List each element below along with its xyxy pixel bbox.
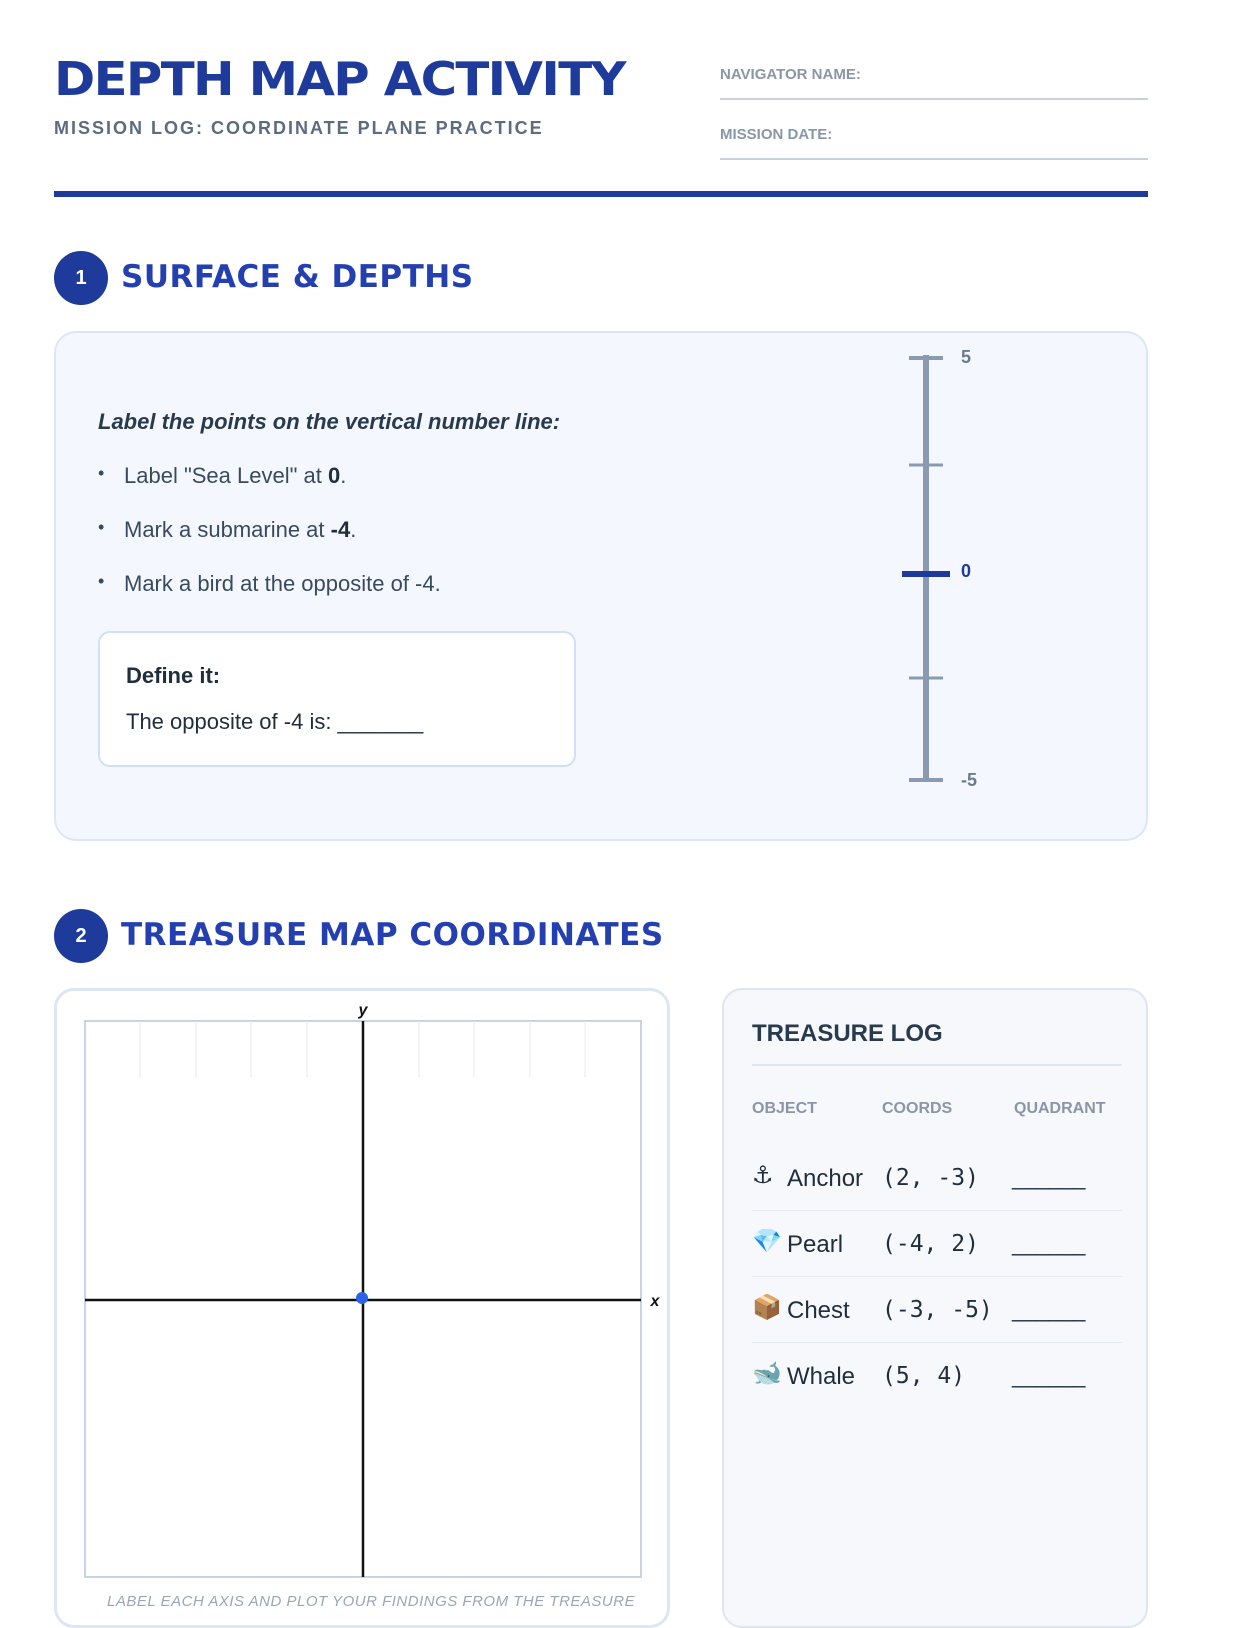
object-coords: (2, -3)	[882, 1165, 979, 1191]
task-item-sea-level	[98, 463, 441, 517]
y-axis-label: y	[358, 1002, 368, 1019]
mission-date-field[interactable]	[720, 126, 1148, 186]
navigator-name-field[interactable]	[720, 66, 1148, 126]
column-header-quadrant: QUADRANT	[1014, 1100, 1106, 1117]
section-2-title: TREASURE MAP COORDINATES	[121, 917, 664, 953]
tick-label-0: 0	[961, 561, 972, 581]
define-it-question[interactable]: The opposite of -4 is: _______	[126, 709, 424, 734]
mission-date-label: MISSION DATE:	[720, 126, 833, 143]
quadrant-blank[interactable]: ______	[1012, 1363, 1086, 1388]
define-it-box	[98, 631, 576, 767]
page-header	[54, 52, 1148, 143]
pearl-icon: 💎	[752, 1227, 782, 1255]
tick-label-neg-5: -5	[961, 770, 978, 790]
object-name: Pearl	[787, 1231, 844, 1258]
log-row-anchor	[752, 1145, 1122, 1211]
coordinate-plane[interactable]	[57, 991, 673, 1591]
quadrant-blank[interactable]: ______	[1012, 1297, 1086, 1322]
vertical-number-line	[816, 347, 1016, 815]
navigator-name-line	[720, 98, 1148, 100]
surface-depths-panel	[54, 331, 1148, 841]
task-item-bird	[98, 571, 441, 625]
section-2-badge: 2	[54, 909, 108, 963]
object-coords: (-3, -5)	[882, 1297, 993, 1323]
student-info-fields	[720, 66, 1148, 186]
section-1-heading	[54, 251, 854, 305]
coordinate-grid-panel	[54, 988, 670, 1628]
number-line-svg	[816, 355, 1016, 815]
object-name: Chest	[787, 1297, 850, 1324]
number-line-instruction: Label the points on the vertical number line:	[98, 409, 561, 434]
object-name: Whale	[787, 1363, 856, 1390]
anchor-icon: ⚓	[752, 1161, 774, 1189]
task-text-end: .	[350, 517, 357, 542]
task-text: Label "Sea Level" at	[124, 463, 328, 488]
quadrant-blank[interactable]: ______	[1012, 1231, 1086, 1256]
quadrant-blank[interactable]: ______	[1012, 1165, 1086, 1190]
grid-caption: LABEL EACH AXIS AND PLOT YOUR FINDINGS FROM THE TREASURE	[107, 1593, 636, 1610]
task-text: Mark a bird at the opposite of -4.	[124, 571, 441, 596]
task-list	[98, 463, 441, 625]
section-1-title: SURFACE & DEPTHS	[121, 259, 474, 295]
task-text-end: .	[340, 463, 347, 488]
page-title: DEPTH MAP ACTIVITY	[54, 52, 625, 106]
x-axis-label: x	[650, 1293, 660, 1310]
task-value: -4	[330, 517, 351, 542]
page-subtitle: MISSION LOG: COORDINATE PLANE PRACTICE	[54, 118, 544, 138]
log-row-whale	[752, 1343, 1122, 1409]
mission-date-line	[720, 158, 1148, 160]
section-2-heading	[54, 909, 854, 963]
origin-point	[356, 1292, 368, 1304]
object-coords: (5, 4)	[882, 1363, 966, 1389]
treasure-log-panel	[722, 988, 1148, 1628]
task-item-submarine	[98, 517, 441, 571]
define-it-title: Define it:	[126, 663, 221, 688]
treasure-log-title: TREASURE LOG	[752, 1020, 943, 1047]
log-row-chest	[752, 1277, 1122, 1343]
column-header-object: OBJECT	[752, 1100, 817, 1117]
log-row-pearl	[752, 1211, 1122, 1277]
header-divider	[54, 191, 1148, 197]
navigator-name-label: NAVIGATOR NAME:	[720, 66, 861, 83]
treasure-log-divider	[752, 1064, 1122, 1066]
object-name: Anchor	[787, 1165, 864, 1192]
task-text: Mark a submarine at	[124, 517, 331, 542]
section-1-badge: 1	[54, 251, 108, 305]
chest-icon: 📦	[752, 1293, 782, 1321]
whale-icon: 🐋	[752, 1359, 782, 1387]
task-value: 0	[327, 463, 341, 488]
column-header-coords: COORDS	[882, 1100, 953, 1117]
tick-label-5: 5	[961, 347, 972, 367]
object-coords: (-4, 2)	[882, 1231, 979, 1257]
